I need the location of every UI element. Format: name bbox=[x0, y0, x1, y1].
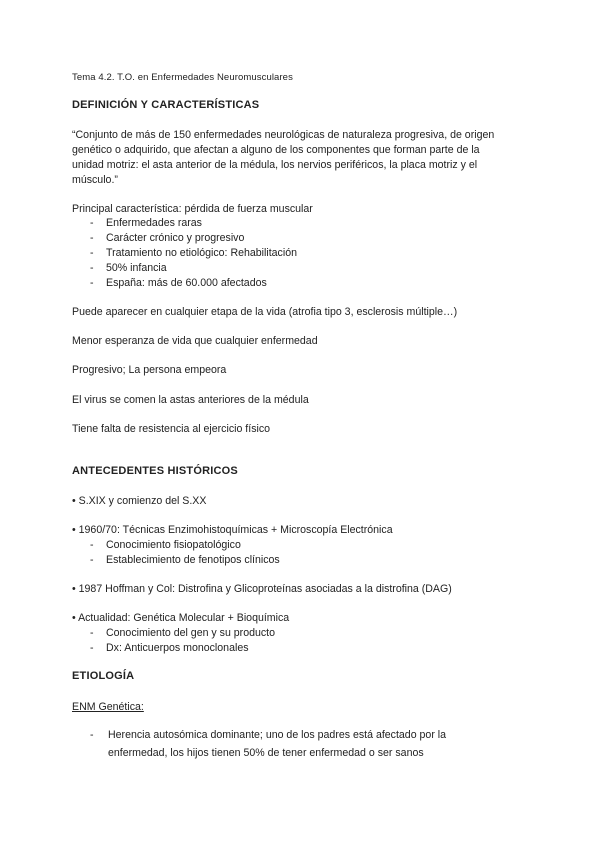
list-item: - Dx: Anticuerpos monoclonales bbox=[90, 642, 249, 654]
list-item: - Tratamiento no etiológico: Rehabilitación bbox=[90, 247, 297, 259]
history-bullet: • Actualidad: Genética Molecular + Bioquímica bbox=[72, 612, 290, 624]
document-header: Tema 4.2. T.O. en Enfermedades Neuromusculares bbox=[72, 72, 293, 83]
history-sublist bbox=[72, 538, 280, 568]
history-bullet: • S.XIX y comienzo del S.XX bbox=[72, 495, 207, 507]
history-bullet: • 1960/70: Técnicas Enzimohistoquímicas + Microscopía Electrónica bbox=[72, 524, 393, 536]
paragraph: Menor esperanza de vida que cualquier enfermedad bbox=[72, 335, 318, 347]
history-sublist bbox=[72, 626, 275, 656]
paragraph: Puede aparecer en cualquier etapa de la vida (atrofia tipo 3, esclerosis múltiple…) bbox=[72, 306, 458, 318]
list-item: - Enfermedades raras bbox=[90, 217, 202, 229]
characteristics-list bbox=[72, 216, 297, 291]
quote-line: unidad motriz: el asta anterior de la médula, los nervios periféricos, la placa motriz y el bbox=[72, 159, 478, 171]
list-item: - Conocimiento fisiopatológico bbox=[90, 539, 241, 551]
main-characteristic: Principal característica: pérdida de fuerza muscular bbox=[72, 203, 313, 215]
list-item: - Carácter crónico y progresivo bbox=[90, 232, 245, 244]
list-item: - Conocimiento del gen y su producto bbox=[90, 627, 276, 639]
quote-line: músculo.” bbox=[72, 174, 118, 186]
definition-quote bbox=[72, 128, 512, 188]
history-bullet: • 1987 Hoffman y Col: Distrofina y Glicoproteínas asociadas a la distrofina (DAG) bbox=[72, 583, 452, 595]
quote-line: “Conjunto de más de 150 enfermedades neurológicas de naturaleza progresiva, de origen bbox=[72, 129, 495, 141]
paragraph: El virus se comen la astas anteriores de la médula bbox=[72, 394, 309, 406]
section-title-antecedentes: ANTECEDENTES HISTÓRICOS bbox=[72, 465, 238, 477]
section-title-etiologia: ETIOLOGÍA bbox=[72, 670, 135, 682]
section-title-definicion: DEFINICIÓN Y CARACTERÍSTICAS bbox=[72, 99, 260, 111]
subsection-title: ENM Genética: bbox=[72, 701, 144, 713]
paragraph: Progresivo; La persona empeora bbox=[72, 364, 227, 376]
document-page: Tema 4.2. T.O. en Enfermedades Neuromusculares DEFINICIÓN Y CARACTERÍSTICAS “Conjunto de más de 150 enfermedades neurológicas de naturaleza progresiva, de origen genético o adquirido, que afectan a alguno de los componentes que forman parte de la unidad motriz: el asta anterior de la médula, los nervios periféricos, la placa motriz y el músculo.” Principal característica: pérdida de fuerza muscular - Enfermedades raras - Carácter crónico y progresivo - Tratamiento no etiológico: Rehabilitación - 50% infancia - España: más de 60.000 afectados Puede aparecer en cualquier etapa de la vida (atrofia tipo 3, esclerosis múltiple…) Menor esperanza de vida que cualquier enfermedad Progresivo; La persona empeora El virus se comen la astas anteriores de la médula Tiene falta de resistencia al ejercicio físico ANTECEDENTES HISTÓRICOS • S.XIX y comienzo del S.XX • 1960/70: Técnicas Enzimohistoquímicas + Microscopía Electrónica - Conocimiento fisiopatológico - Establecimiento de fenotipos clínicos • 1987 Hoffman y Col: Distrofina y Glicoproteínas asociadas a la distrofina (DAG) • Actualidad: Genética Molecular + Bioquímica - Conocimiento del gen y su producto - Dx: Anticuerpos monoclonales ETIOLOGÍA ENM Genética: - Herencia autosómica dominante; uno de los padres está afectado por la enfermedad, los hijos tienen 50% de tener enfermedad o ser sanos bbox=[0, 0, 600, 848]
quote-line: genético o adquirido, que afectan a alguno de los componentes que forman parte de la bbox=[72, 144, 480, 156]
list-item: - Establecimiento de fenotipos clínicos bbox=[90, 554, 280, 566]
paragraph: Tiene falta de resistencia al ejercicio físico bbox=[72, 423, 271, 435]
list-item: - España: más de 60.000 afectados bbox=[90, 277, 267, 289]
list-item: - 50% infancia bbox=[90, 262, 167, 274]
